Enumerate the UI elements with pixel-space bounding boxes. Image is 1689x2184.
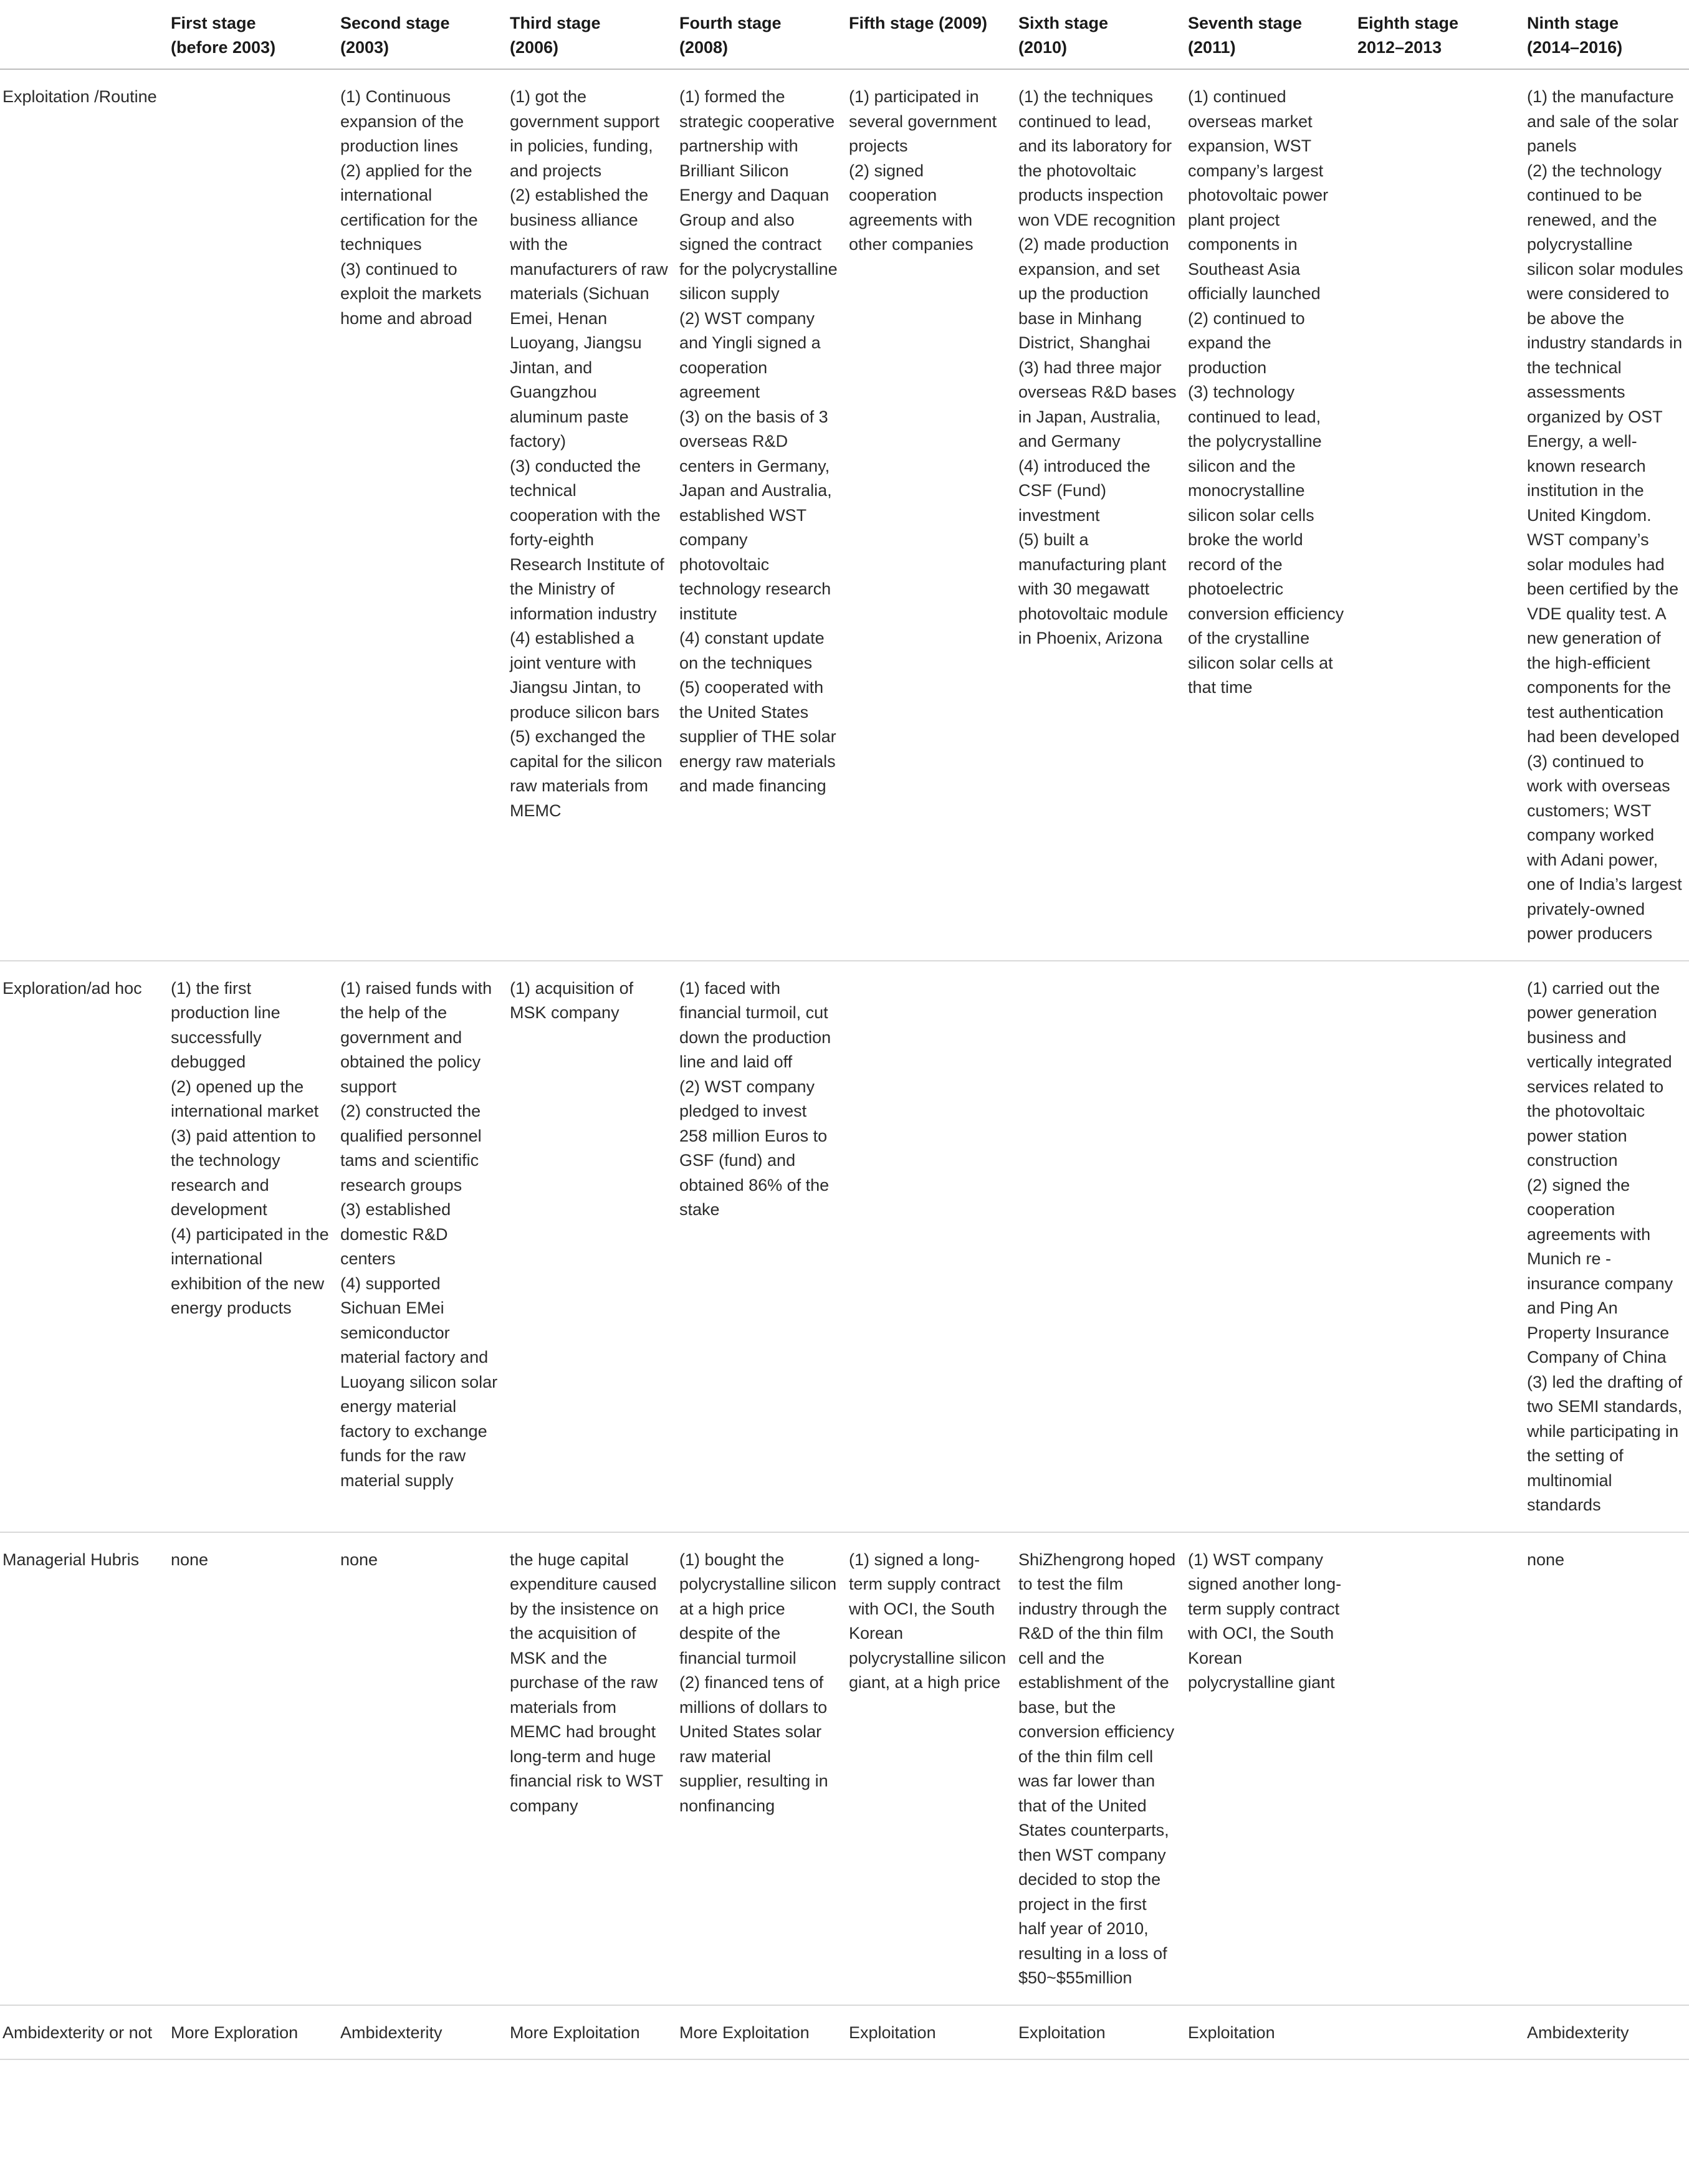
cell-entry: More Exploitation (510, 2023, 640, 2042)
cell-entry: (5) built a manufacturing plant with 30 megawatt photovoltaic module in Phoenix, Arizona (1018, 530, 1169, 647)
cell-entry: (2) financed tens of millions of dollars to United States solar raw material supplier, resulting in nonfinancing (679, 1673, 828, 1815)
column-header (1521, 0, 1689, 69)
column-header-stage: Second stage (340, 14, 450, 32)
cell-entry: (1) WST company signed another long-term supply contract with OCI, the South Korean polycrystalline giant (1188, 1550, 1342, 1692)
cell-entry: Exploitation (1018, 2023, 1106, 2042)
table-cell (843, 69, 1012, 961)
cell-entry: (3) continued to exploit the markets home and abroad (340, 259, 482, 328)
column-header-stage: Eighth stage (1357, 14, 1459, 32)
cell-entry: (1) the first production line successfully debugged (171, 978, 280, 1071)
table-cell (1521, 2005, 1689, 2060)
cell-entry: (2) signed cooperation agreements with other companies (849, 161, 974, 254)
column-header-period: (2008) (679, 38, 729, 57)
table-body (0, 69, 1689, 2059)
column-header-period: (2010) (1018, 38, 1068, 57)
row-label: Exploitation /Routine (0, 69, 165, 961)
cell-entry: (3) conducted the technical cooperation with the forty-eighth Research Institute of the Ministry of information industry (510, 456, 664, 623)
cell-entry: (2) established the business alliance with the manufacturers of raw materials (Sichuan Emei, Henan Luoyang, Jiangsu Jintan, and Guangzhou aluminum paste factory) (510, 186, 668, 451)
column-header-stage: Fourth stage (679, 14, 782, 32)
table-cell (165, 2005, 334, 2060)
column-header-stage: Ninth stage (1527, 14, 1619, 32)
cell-entry: (1) faced with financial turmoil, cut down the production line and laid off (679, 978, 831, 1071)
table-cell (1521, 1532, 1689, 2005)
row-label: Managerial Hubris (0, 1532, 165, 2005)
column-header (673, 0, 843, 69)
cell-entry: (3) led the drafting of two SEMI standards, while participating in the setting of multinomial standards (1527, 1372, 1683, 1514)
column-header-period: (before 2003) (171, 38, 276, 57)
column-header (1182, 0, 1351, 69)
table-cell (673, 2005, 843, 2060)
cell-entry: (1) bought the polycrystalline silicon at a high price despite of the financial turmoil (679, 1550, 837, 1667)
column-header-stage: First stage (171, 14, 256, 32)
cell-entry: (1) formed the strategic cooperative partnership with Brilliant Silicon Energy and Daquan Group and also signed the contract for the polycrystalline silicon supply (679, 87, 838, 303)
table-cell (1012, 961, 1182, 1532)
table-cell (1182, 2005, 1351, 2060)
table-header-row (0, 0, 1689, 69)
column-header-period: (2014–2016) (1527, 38, 1623, 57)
cell-entry: (2) continued to expand the production (1188, 308, 1305, 377)
cell-entry: (3) technology continued to lead, the polycrystalline silicon and the monocrystalline silicon solar cells broke the world record of the photoelectric conversion efficiency of the crystalline silicon solar cells at that time (1188, 383, 1344, 697)
table-cell (1012, 2005, 1182, 2060)
column-header (843, 0, 1012, 69)
table-cell (1521, 69, 1689, 961)
cell-entry: Exploitation (1188, 2023, 1275, 2042)
cell-entry: (5) cooperated with the United States supplier of THE solar energy raw materials and made financing (679, 678, 836, 795)
table-cell (334, 961, 504, 1532)
cell-entry: (2) signed the cooperation agreements with Munich re -insurance company and Ping An Property Insurance Company of China (1527, 1175, 1673, 1366)
table-row (0, 69, 1689, 961)
cell-entry: (2) applied for the international certification for the techniques (340, 161, 478, 254)
cell-entry: (4) supported Sichuan EMei semiconductor material factory and Luoyang silicon solar energy material factory to exchange funds for the raw material supply (340, 1274, 498, 1490)
cell-entry: (4) introduced the CSF (Fund) investment (1018, 456, 1151, 525)
column-header (165, 0, 334, 69)
table-row (0, 1532, 1689, 2005)
table-cell (1351, 1532, 1521, 2005)
table-cell (1182, 1532, 1351, 2005)
cell-entry: More Exploration (171, 2023, 299, 2042)
column-header-period: (2011) (1188, 38, 1236, 57)
row-label: Exploration/ad hoc (0, 961, 165, 1532)
table-cell (1182, 961, 1351, 1532)
table-cell (504, 69, 673, 961)
table-cell (673, 69, 843, 961)
cell-entry: (4) constant update on the techniques (679, 629, 825, 672)
table-row (0, 961, 1689, 1532)
table-cell (673, 961, 843, 1532)
column-header (1012, 0, 1182, 69)
cell-entry: More Exploitation (679, 2023, 810, 2042)
table-cell (843, 2005, 1012, 2060)
cell-entry: (1) got the government support in policies, funding, and projects (510, 87, 660, 180)
cell-entry: ShiZhengrong hoped to test the film industry through the R&D of the thin film cell and the establishment of the base, but the conversion efficiency of the thin film cell was far lower than that of the United States counterparts, then WST company decided to stop the project in the first half year of 2010, resulting in a loss of $50~$55million (1018, 1550, 1176, 1987)
column-header (334, 0, 504, 69)
table-cell (843, 1532, 1012, 2005)
row-label: Ambidexterity or not (0, 2005, 165, 2060)
cell-entry: (1) acquisition of MSK company (510, 978, 634, 1022)
table-cell (504, 1532, 673, 2005)
table-cell (334, 1532, 504, 2005)
cell-entry: the huge capital expenditure caused by the insistence on the acquisition of MSK and the purchase of the raw materials from MEMC had brought long-term and huge financial risk to WST company (510, 1550, 663, 1815)
cell-entry: (2) WST company pledged to invest 258 million Euros to GSF (fund) and obtained 86% of the stake (679, 1077, 830, 1219)
cell-entry: (1) raised funds with the help of the government and obtained the policy support (340, 978, 492, 1096)
cell-entry: Exploitation (849, 2023, 936, 2042)
cell-entry: (3) paid attention to the technology research and development (171, 1126, 316, 1219)
corner-header-cell (0, 0, 165, 69)
cell-entry: none (1527, 1550, 1565, 1569)
cell-entry: Ambidexterity (340, 2023, 443, 2042)
column-header-period: (2006) (510, 38, 559, 57)
cell-entry: (1) participated in several government projects (849, 87, 997, 155)
cell-entry: (1) signed a long-term supply contract with OCI, the South Korean polycrystalline silicon giant, at a high price (849, 1550, 1007, 1692)
cell-entry: (3) established domestic R&D centers (340, 1200, 451, 1268)
cell-entry: (2) constructed the qualified personnel tams and scientific research groups (340, 1102, 482, 1195)
cell-entry: (2) the technology continued to be renewed, and the polycrystalline silicon solar modules were considered to be above the industry standards in the technical assessments organized by OST Energy, a well-known research institution in the United Kingdom. WST company’s solar modules had been certified by the VDE quality test. A new generation of the high-efficient components for the test authentication had been developed (1527, 161, 1683, 746)
cell-entry: none (340, 1550, 378, 1569)
table-cell (334, 69, 504, 961)
table-cell (1012, 1532, 1182, 2005)
table-cell (165, 69, 334, 961)
table-cell (1182, 69, 1351, 961)
table-cell (165, 1532, 334, 2005)
column-header-stage: Sixth stage (1018, 14, 1109, 32)
table-cell (843, 961, 1012, 1532)
table-cell (504, 961, 673, 1532)
table-cell (1351, 69, 1521, 961)
table-cell (673, 1532, 843, 2005)
column-header-period: 2012–2013 (1357, 38, 1442, 57)
column-header (504, 0, 673, 69)
cell-entry: (1) continued overseas market expansion, WST company’s largest photovoltaic power plant project components in Southeast Asia officially launched (1188, 87, 1329, 303)
cell-entry: (3) continued to work with overseas customers; WST company worked with Adani power, one of India’s largest privately-owned power producers (1527, 751, 1682, 943)
table-cell (1012, 69, 1182, 961)
table-cell (165, 961, 334, 1532)
table-cell (1521, 961, 1689, 1532)
cell-entry: Ambidexterity (1527, 2023, 1629, 2042)
cell-entry: (1) the manufacture and sale of the solar panels (1527, 87, 1679, 155)
cell-entry: (1) carried out the power generation business and vertically integrated services related to the photovoltaic power station construction (1527, 978, 1672, 1170)
cell-entry: (2) WST company and Yingli signed a cooperation agreement (679, 308, 821, 401)
cell-entry: (1) Continuous expansion of the production lines (340, 87, 464, 155)
cell-entry: (2) opened up the international market (171, 1077, 319, 1120)
column-header-stage: Fifth stage (2009) (849, 14, 988, 32)
column-header-stage: Third stage (510, 14, 601, 32)
table-cell (1351, 961, 1521, 1532)
column-header-stage: Seventh stage (1188, 14, 1303, 32)
cell-entry: (3) had three major overseas R&D bases in Japan, Australia, and Germany (1018, 358, 1177, 451)
cell-entry: (1) the techniques continued to lead, and its laboratory for the photovoltaic products inspection won VDE recognition (1018, 87, 1176, 229)
table-cell (1351, 2005, 1521, 2060)
cell-entry: (2) made production expansion, and set up the production base in Minhang District, Shanghai (1018, 235, 1169, 352)
column-header (1351, 0, 1521, 69)
cell-entry: (4) established a joint venture with Jiangsu Jintan, to produce silicon bars (510, 629, 660, 722)
table-row (0, 2005, 1689, 2060)
column-header-period: (2003) (340, 38, 390, 57)
table-cell (504, 2005, 673, 2060)
cell-entry: none (171, 1550, 209, 1569)
cell-entry: (5) exchanged the capital for the silicon raw materials from MEMC (510, 727, 663, 820)
cell-entry: (3) on the basis of 3 overseas R&D centers in Germany, Japan and Australia, established WST company photovoltaic technology research institute (679, 407, 832, 623)
table-cell (334, 2005, 504, 2060)
cell-entry: (4) participated in the international exhibition of the new energy products (171, 1224, 329, 1317)
